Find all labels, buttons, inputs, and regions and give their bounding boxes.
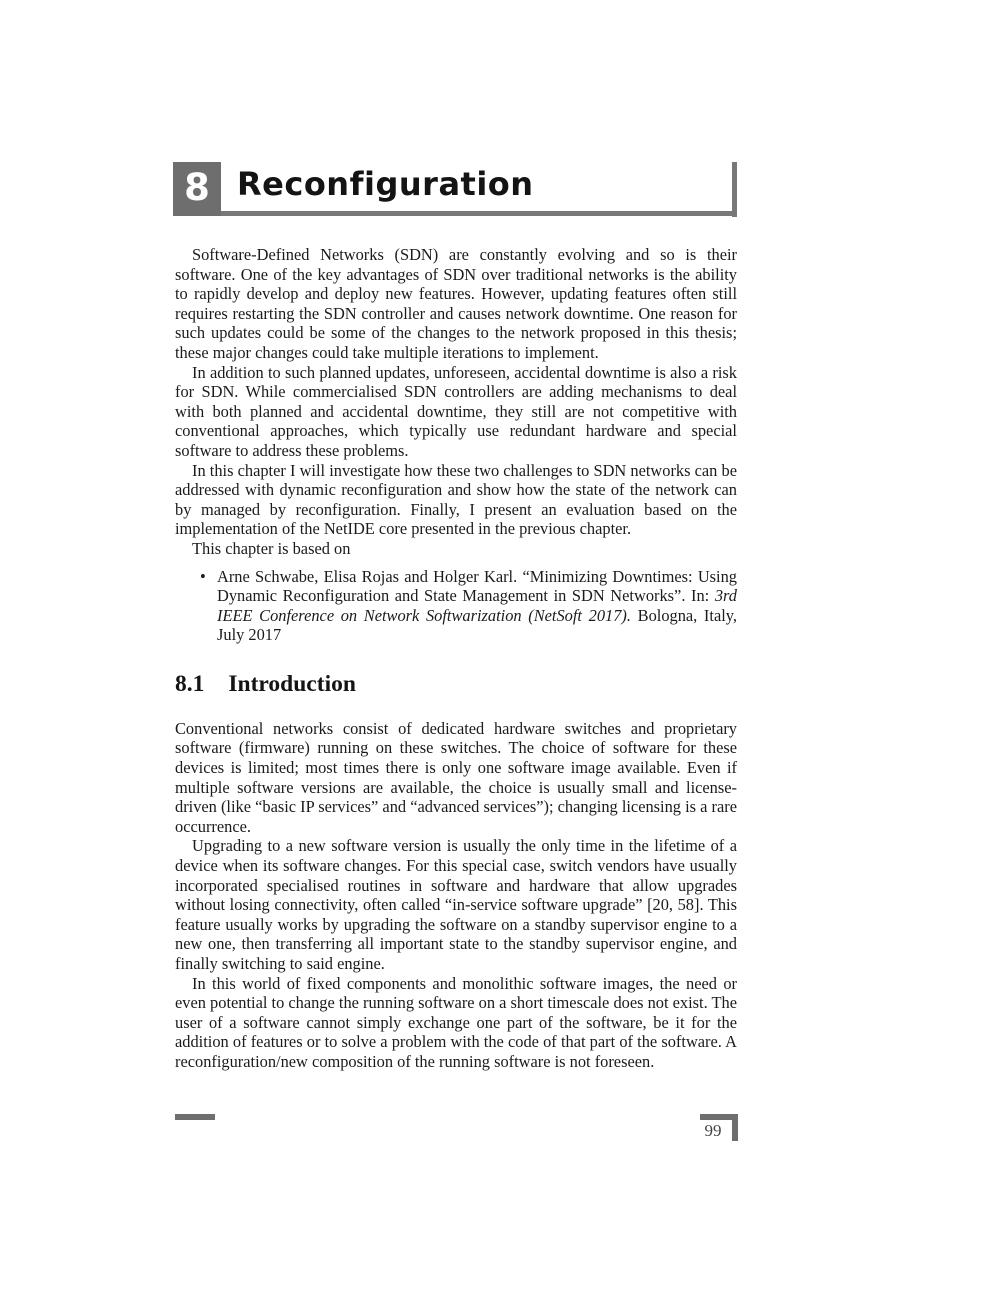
paragraph-sdn-evolving: Software-Defined Networks (SDN) are constantly evolving and so is their software. One of the key advantages of SDN over traditional networks is the ability to rapidly develop and deploy new features. However, updating features often still requires restarting the SDN controller and causes network downtime. One reason for such updates could be some of the changes to the network proposed in this thesis; these major changes could take multiple iterations to implement. [175, 245, 737, 362]
page-number-corner-right [732, 1114, 738, 1141]
paragraph-accidental-downtime: In addition to such planned updates, unforeseen, accidental downtime is also a risk for SDN. While commercialised SDN controllers are adding mechanisms to deal with both planned and accidental downtime, they still are not competitive with conventional approaches, which typically use redundant hardware and special software to address these problems. [175, 362, 737, 460]
citation-venue: 3rd IEEE Conference on Network Softwarization (NetSoft 2017). [217, 586, 737, 625]
citation-list [175, 567, 737, 645]
footer-rule [175, 1114, 215, 1120]
chapter-header [175, 162, 737, 217]
chapter-number: 8 [184, 166, 210, 209]
paragraph-conventional-networks: Conventional networks consist of dedicated hardware switches and proprietary software (firmware) running on these switches. The choice of software for these devices is limited; most times there is only one software image available. Even if multiple software versions are available, the choice is usually small and license-driven (like “basic IP services” and “advanced services”); changing licensing is a rare occurrence. [175, 718, 737, 836]
chapter-title: Reconfiguration [237, 165, 534, 203]
citation-location-date: Bologna, Italy, July 2017 [217, 605, 737, 645]
page-number: 99 [704, 1121, 722, 1140]
chapter-header-rule-bottom [221, 211, 737, 216]
paragraph-upgrading-software: Upgrading to a new software version is usually the only time in the lifetime of a device when its software changes. For this special case, switch vendors have usually incorporated specialised routines in software and hardware that allow upgrades without losing connectivity, often called “in-service software upgrade” [20, 58]. This feature usually works by upgrading the software on a standby supervisor engine to a new one, then transferring all important state to the standby supervisor engine, and finally switching to said engine. [175, 836, 737, 973]
bullet-icon: • [200, 566, 206, 586]
chapter-header-rule-right [732, 162, 737, 217]
text-column [175, 162, 737, 1072]
paragraph-fixed-components: In this world of fixed components and monolithic software images, the need or even potential to change the running software on a short timescale does not exist. The user of a software cannot simply exchange one part of the software, be it for the addition of features or to solve a problem with the code of that part of the software. A reconfiguration/new composition of the running software is not foreseen. [175, 973, 737, 1071]
section-title: Introduction [228, 670, 356, 697]
based-on-line: This chapter is based on [192, 538, 351, 558]
section-heading-8-1 [175, 671, 737, 698]
citation-item [175, 567, 737, 645]
paragraph-chapter-overview: In this chapter I will investigate how these two challenges to SDN networks can be addressed with dynamic reconfiguration and show how the state of the network can by managed by reconfiguration. Finally, I present an evaluation based on the implementation of the NetIDE core presented in the previous chapter. [175, 460, 737, 539]
section-number: 8.1 [175, 670, 205, 697]
chapter-number-box [173, 162, 221, 216]
citation-authors-title: Arne Schwabe, Elisa Rojas and Holger Karl. “Minimizing Downtimes: Using Dynamic Reconfiguration and State Management in SDN Networks”. In: [217, 566, 737, 606]
